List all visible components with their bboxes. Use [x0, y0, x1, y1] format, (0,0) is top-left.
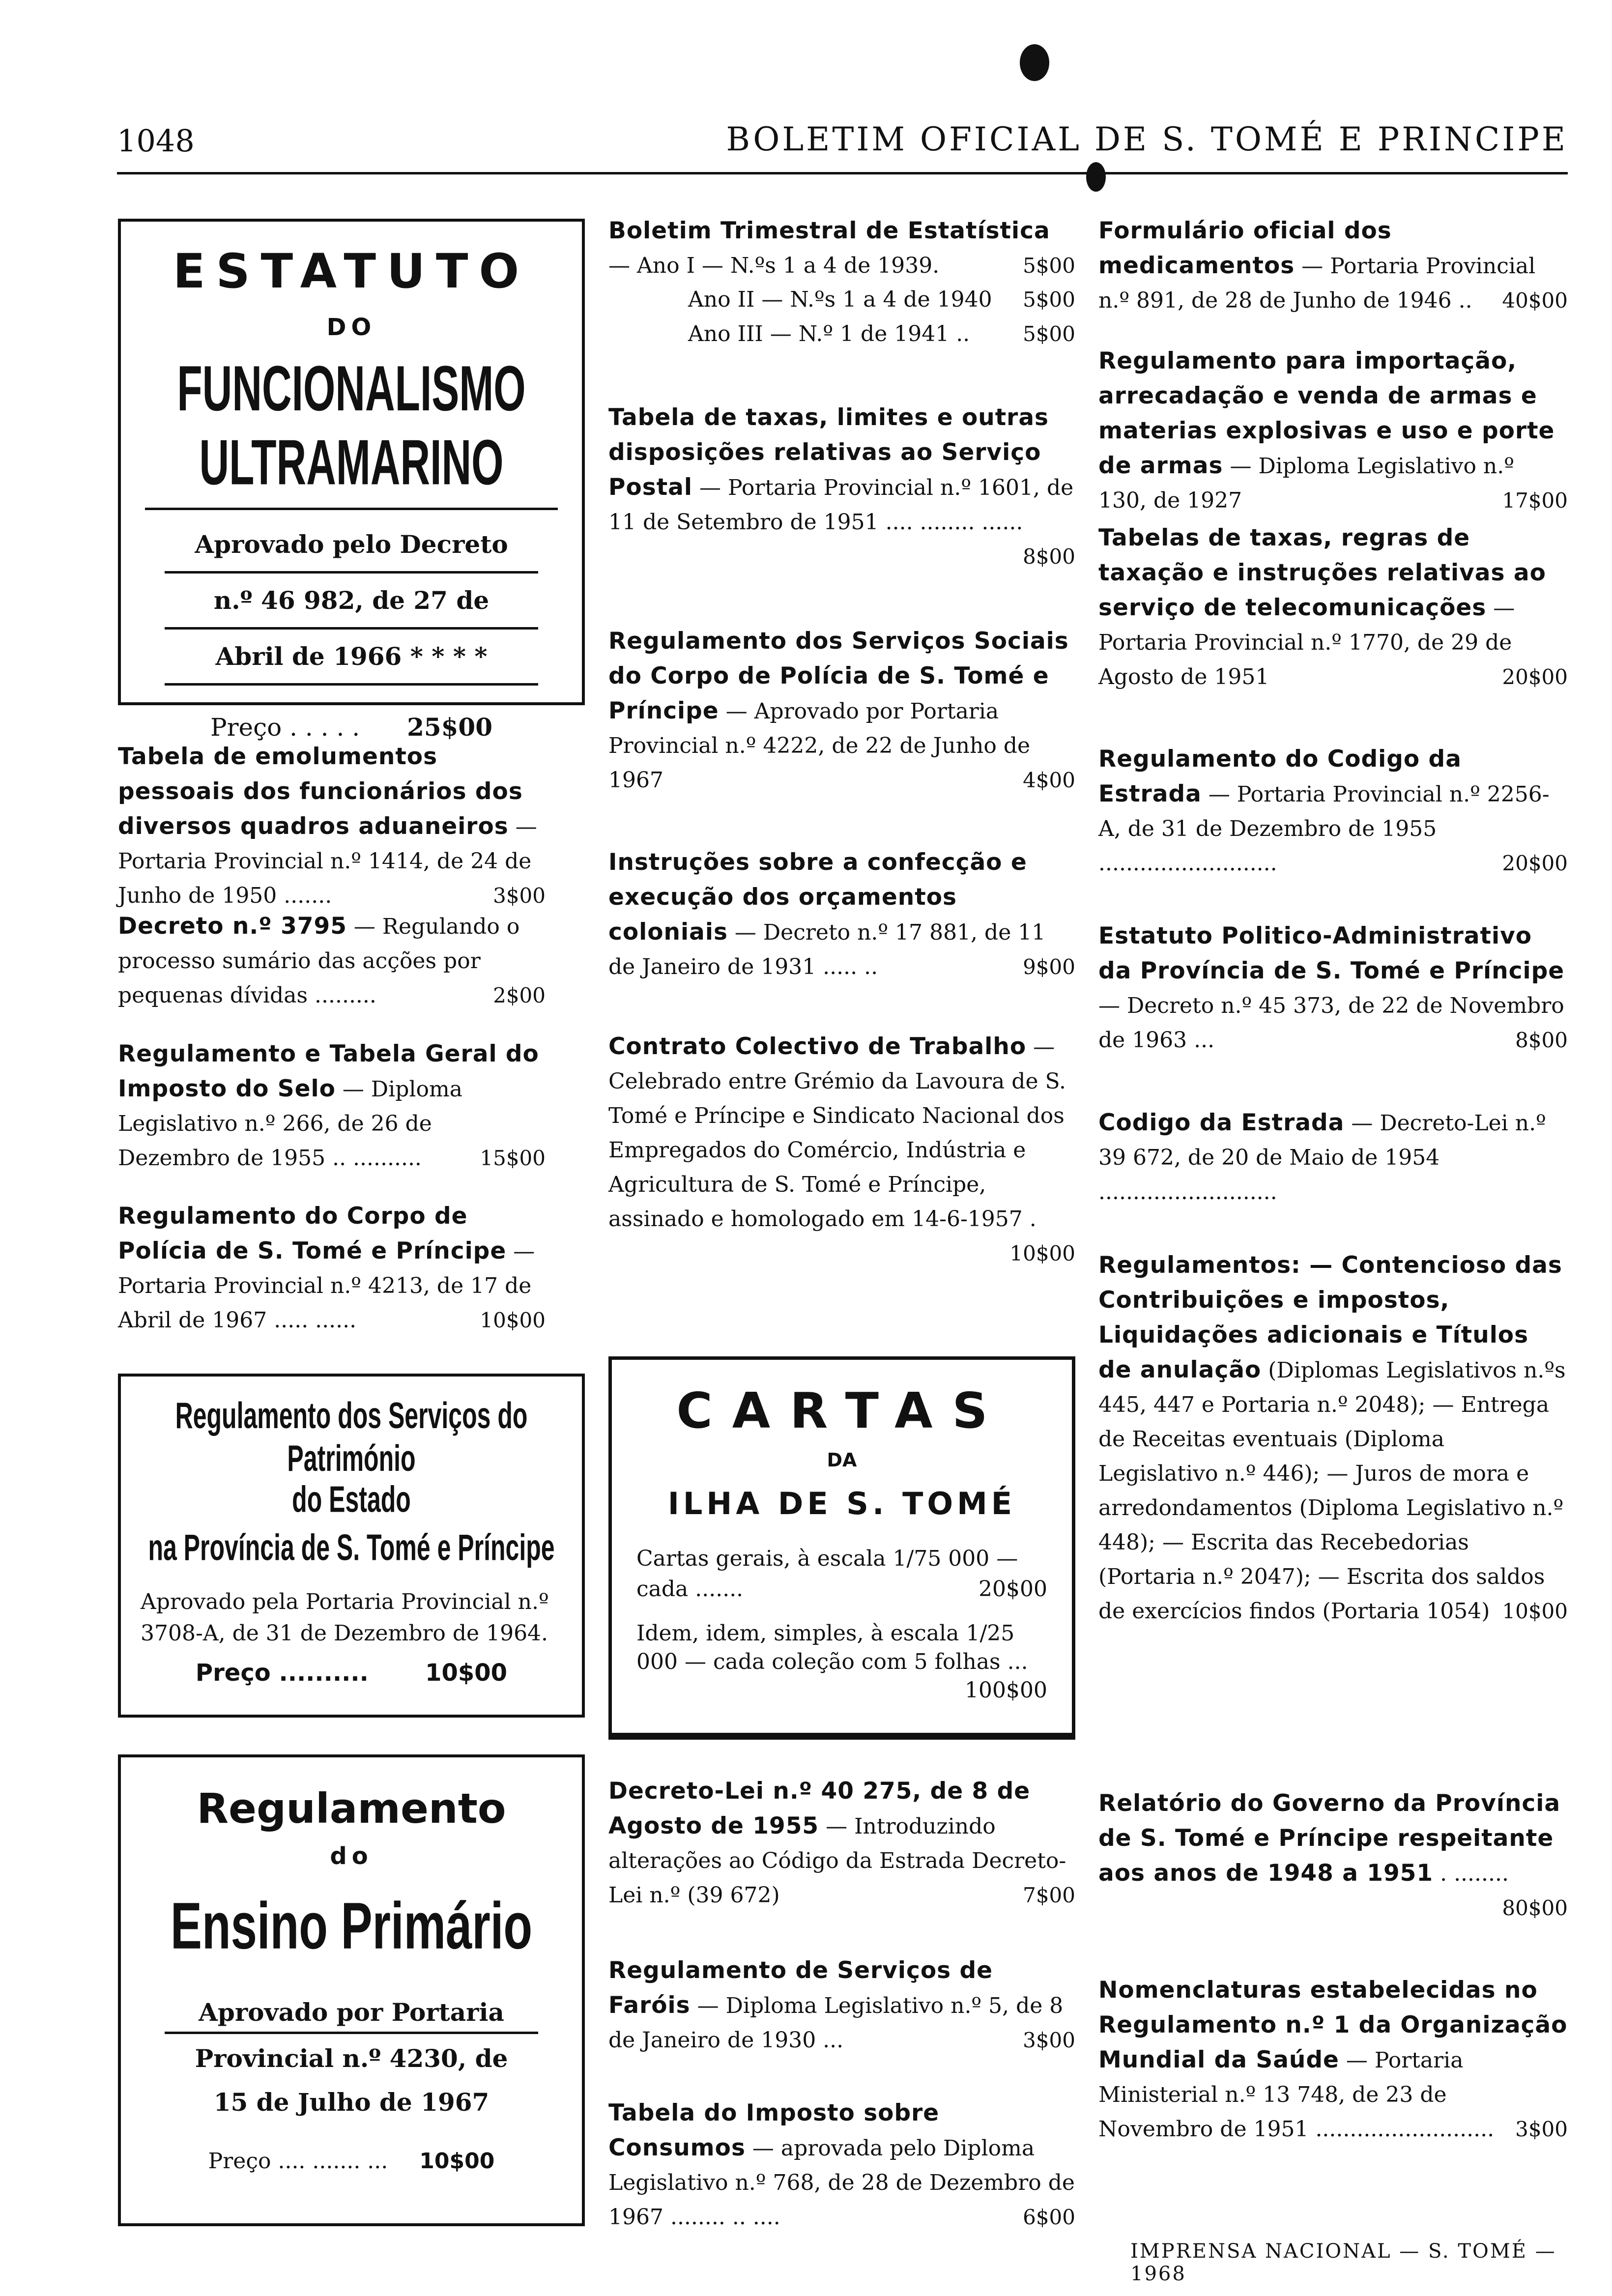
divider: [165, 627, 538, 630]
price-value: 10$00: [425, 1659, 508, 1687]
entry-title: Regulamento do Corpo de Polícia de S. Tomé e Príncipe: [118, 1203, 507, 1264]
entry-price: 8$00: [1515, 1028, 1568, 1052]
entry-price: 8$00: [1023, 545, 1075, 569]
col3-entry-8: [1098, 1973, 1568, 2147]
col2-entry-5: [608, 845, 1075, 984]
box-patrimonio-title-2: do Estado: [292, 1479, 411, 1520]
entry-text: . ........: [1440, 1861, 1509, 1886]
box-ensino-line1: Regulamento: [197, 1784, 506, 1833]
col2-entry-8: [608, 1953, 1075, 2058]
header-rule: [117, 172, 1568, 174]
entry-price: 3$00: [1515, 2117, 1568, 2141]
entry-price: 3$00: [1023, 2028, 1075, 2052]
entry-title: Formulário oficial dos medicamentos: [1098, 217, 1392, 279]
entry-title: Boletim Trimestral de Estatística: [608, 217, 1050, 244]
entry-title: Contrato Colectivo de Trabalho: [608, 1033, 1027, 1060]
entry-text: — Portaria Provincial n.º 4213, de 17 de Abril de 1967 ..... ......: [118, 1239, 535, 1333]
box-cartas-title: CARTAS: [676, 1382, 1008, 1439]
entry-title: Instruções sobre a confecção e execução dos orçamentos coloniais: [608, 849, 1027, 946]
entry-title: Regulamento para importação, arrecadação e venda de armas e materias explosivas e uso e porte de armas: [1098, 347, 1555, 479]
entry-text: — Decreto-Lei n.º 39 672, de 20 de Maio de 1954 ..........................: [1098, 1111, 1546, 1205]
price-value: 10$00: [419, 2149, 495, 2174]
item-price: 100$00: [965, 1678, 1047, 1703]
divider: [165, 2032, 538, 2034]
entry-text: — Decreto n.º 45 373, de 22 de Novembro de 1963 ...: [1098, 993, 1564, 1053]
entry-title: Tabela do Imposto sobre Consumos: [608, 2099, 940, 2161]
entry-title: Regulamento do Codigo da Estrada: [1098, 746, 1462, 807]
entry-price: 7$00: [1023, 1883, 1075, 1907]
entry-text: — Regulando o processo sumário das acções por pequenas dívidas .........: [118, 914, 520, 1008]
entry-text: — Portaria Provincial n.º 1770, de 29 de Agosto de 1951: [1098, 596, 1515, 689]
price-label: Preço . . . . .: [210, 713, 360, 742]
entry-title: Decreto n.º 3795: [118, 913, 347, 940]
box-cartas-item-2: [636, 1619, 1047, 1703]
box-patrimonio: [118, 1374, 585, 1718]
entry-price: 5$00: [1023, 254, 1075, 278]
entry-text: Ano III — N.º 1 de 1941 ..: [688, 321, 970, 346]
entry-text: — Diploma Legislativo n.º 5, de 8 de Janeiro de 1930 ...: [608, 1993, 1064, 2053]
entry-price: 80$00: [1502, 1896, 1568, 1920]
entry-price: 17$00: [1502, 488, 1568, 513]
col3-entry-4: [1098, 919, 1568, 1058]
box-ensino-approved-3: 15 de Julho de 1967: [213, 2088, 489, 2117]
col2-entry-4: [608, 624, 1075, 798]
col1-entry-0: [118, 740, 546, 913]
entry-text: Ano II — N.ºs 1 a 4 de 1940: [688, 287, 992, 312]
box-patrimonio-title-1: Regulamento dos Serviços do Património: [175, 1395, 528, 1479]
box-estatuto-approved-2: n.º 46 982, de 27 de: [213, 586, 489, 615]
col3-entry-2: [1098, 521, 1568, 694]
box-estatuto-approved-3: Abril de 1966 * * * *: [215, 642, 488, 671]
price-value: 25$00: [407, 713, 493, 742]
col2-entry-6: [608, 1030, 1075, 1271]
entry-text: — Portaria Ministerial n.º 13 748, de 23 de Novembro de 1951 ..........................: [1098, 2048, 1495, 2142]
box-ensino-approved-2: Provincial n.º 4230, de: [195, 2044, 508, 2073]
col3-entry-5: [1098, 1106, 1568, 1209]
box-cartas-subtitle: ILHA DE S. TOMÉ: [667, 1486, 1016, 1521]
col2-entry-9: [608, 2096, 1075, 2235]
divider: [165, 571, 538, 574]
entry-text: — Diploma Legislativo n.º 266, de 26 de Dezembro de 1955 .. ..........: [118, 1077, 462, 1171]
box-patrimonio-text: Aprovado pela Portaria Provincial n.º 3708-A, de 31 de Dezembro de 1964.: [141, 1589, 549, 1646]
col2-entry-0: [608, 214, 1075, 283]
col2-entry-2: [688, 317, 1075, 351]
entry-text: — Decreto n.º 17 881, de 11 de Janeiro de 1931 ..... ..: [608, 920, 1046, 979]
entry-text: — Portaria Provincial n.º 1601, de 11 de Setembro de 1951 .... ........ ......: [608, 475, 1074, 535]
box-cartas: [608, 1356, 1075, 1740]
entry-price: 5$00: [1023, 322, 1075, 346]
entry-price: 20$00: [1502, 665, 1568, 689]
publication-title: BOLETIM OFICIAL DE S. TOMÉ E PRINCIPE: [726, 120, 1568, 158]
entry-text: —Portaria Provincial n.º 1414, de 24 de Junho de 1950 .......: [118, 814, 537, 908]
entry-price: 3$00: [493, 884, 546, 908]
col2-entry-7: [608, 1774, 1075, 1913]
box-patrimonio-title-3: na Província de S. Tomé e Príncipe: [148, 1527, 555, 1568]
entry-text: — Portaria Provincial n.º 891, de 28 de Junho de 1946 ..: [1098, 254, 1536, 313]
entry-text: — Introduzindo alterações ao Código da Estrada Decreto-Lei n.º (39 672): [608, 1814, 1066, 1908]
entry-title: Regulamento dos Serviços Sociais do Corpo de Polícia de S. Tomé e Príncipe: [608, 628, 1069, 724]
entry-price: 15$00: [480, 1146, 546, 1170]
entry-text: — Ano I — N.ºs 1 a 4 de 1939.: [608, 253, 940, 278]
box-ensino: [118, 1754, 585, 2226]
box-estatuto-price-row: [121, 713, 582, 742]
entry-price: 10$00: [480, 1308, 546, 1332]
entry-title: Regulamentos: — Contencioso das Contribuições e impostos, Liquidações adicionais e Títulos de anulação: [1098, 1252, 1562, 1383]
entry-text: — Aprovado por Portaria Provincial n.º 4222, de 22 de Junho de 1967: [608, 699, 1031, 793]
entry-price: 2$00: [493, 983, 546, 1007]
entry-price: 40$00: [1502, 288, 1568, 313]
entry-title: Relatório do Governo da Província de S. Tomé e Príncipe respeitante aos anos de 1948 a 1951: [1098, 1790, 1561, 1887]
col3-entry-0: [1098, 214, 1568, 318]
page-number: 1048: [117, 123, 195, 159]
price-label: Preço .... ....... ...: [208, 2149, 388, 2174]
item-text: Idem, idem, simples, à escala 1/25 000 — cada coleção com 5 folhas ...: [636, 1621, 1028, 1674]
entry-text: — Portaria Provincial n.º 2256-A, de 31 de Dezembro de 1955 ..........................: [1098, 782, 1550, 876]
entry-price: 4$00: [1023, 768, 1075, 792]
entry-title: Tabelas de taxas, regras de taxação e instruções relativas ao serviço de telecomunicações: [1098, 524, 1546, 621]
entry-price: 5$00: [1023, 287, 1075, 312]
col3-entry-7: [1098, 1786, 1568, 1925]
entry-text: (Diplomas Legislativos n.ºs 445, 447 e Portaria n.º 2048); — Entrega de Receitas eventuais (Diploma Legislativo n.º 446); — Juros de mora e arredondamentos (Diploma Legislativo n.º 448); — Escrita das Recebedorias (Portaria n.º 2047); — Escrita dos saldos de exercícios findos (Portaria 1054): [1098, 1358, 1566, 1624]
box-cartas-da: DA: [827, 1449, 857, 1471]
col2-entry-1: [688, 283, 1075, 317]
price-label: Preço ..........: [195, 1659, 369, 1687]
entry-text: — aprovada pelo Diploma Legislativo n.º 768, de 28 de Dezembro de 1967 ........ .. ....: [608, 2136, 1075, 2230]
col3-entry-3: [1098, 742, 1568, 881]
entry-title: Tabela de taxas, limites e outras disposições relativas ao Serviço Postal: [608, 404, 1049, 501]
box-ensino-line3: Ensino Primário: [170, 1889, 533, 1963]
box-estatuto-line1: ESTATUTO: [173, 244, 530, 299]
divider: [145, 508, 558, 510]
col3-entry-6: [1098, 1248, 1568, 1629]
entry-price: 20$00: [1502, 851, 1568, 875]
col3-entry-1: [1098, 344, 1568, 518]
box-estatuto-line3: FUNCIONALISMO ULTRAMARINO: [177, 352, 526, 498]
entry-title: Decreto-Lei n.º 40 275, de 8 de Agosto de 1955: [608, 1778, 1031, 1839]
entry-text: — Celebrado entre Grémio da Lavoura de S. Tomé e Príncipe e Sindicato Nacional dos Empregados do Comércio, Indústria e Agricultura de S. Tomé e Príncipe, assinado e homologado em 14-6-1957 .: [608, 1034, 1066, 1232]
entry-price: 6$00: [1023, 2205, 1075, 2229]
entry-price: 10$00: [1009, 1241, 1075, 1265]
entry-title: Codigo da Estrada: [1098, 1109, 1345, 1136]
entry-title: Regulamento de Serviços de Faróis: [608, 1957, 993, 2019]
box-estatuto: [118, 219, 585, 742]
box-cartas-item-1: [636, 1544, 1047, 1605]
entry-text: — Diploma Legislativo n.º 130, de 1927: [1098, 454, 1514, 513]
ink-blot: [1086, 162, 1106, 192]
box-ensino-line2: do: [330, 1842, 373, 1870]
footer-imprint: IMPRENSA NACIONAL — S. TOMÉ — 1968: [1130, 2240, 1556, 2285]
box-ensino-price-row: [121, 2149, 582, 2174]
item-price: 20$00: [979, 1577, 1047, 1602]
col2-entry-3: [608, 401, 1075, 574]
entry-title: Nomenclaturas estabelecidas no Regulamento n.º 1 da Organização Mundial da Saúde: [1098, 1977, 1568, 2073]
entry-price: 10$00: [1502, 1599, 1568, 1623]
box-patrimonio-price-row: [121, 1659, 582, 1687]
ink-blot: [1020, 44, 1049, 81]
item-text: Cartas gerais, à escala 1/75 000 — cada .......: [636, 1546, 1018, 1602]
entry-title: Estatuto Politico-Administrativo da Província de S. Tomé e Príncipe: [1098, 922, 1565, 984]
box-estatuto-approved-1: Aprovado pelo Decreto: [195, 530, 508, 559]
box-ensino-approved-1: Aprovado por Portaria: [199, 1998, 504, 2027]
entry-title: Tabela de emolumentos pessoais dos funcionários dos diversos quadros aduaneiros: [118, 743, 523, 840]
col1-entry-1: [118, 909, 546, 1013]
col1-entry-3: [118, 1199, 546, 1338]
entry-price: 9$00: [1023, 955, 1075, 979]
box-estatuto-line2: DO: [326, 314, 376, 341]
divider: [165, 683, 538, 686]
col1-entry-2: [118, 1037, 546, 1176]
entry-title: Regulamento e Tabela Geral do Imposto do Selo: [118, 1040, 539, 1102]
